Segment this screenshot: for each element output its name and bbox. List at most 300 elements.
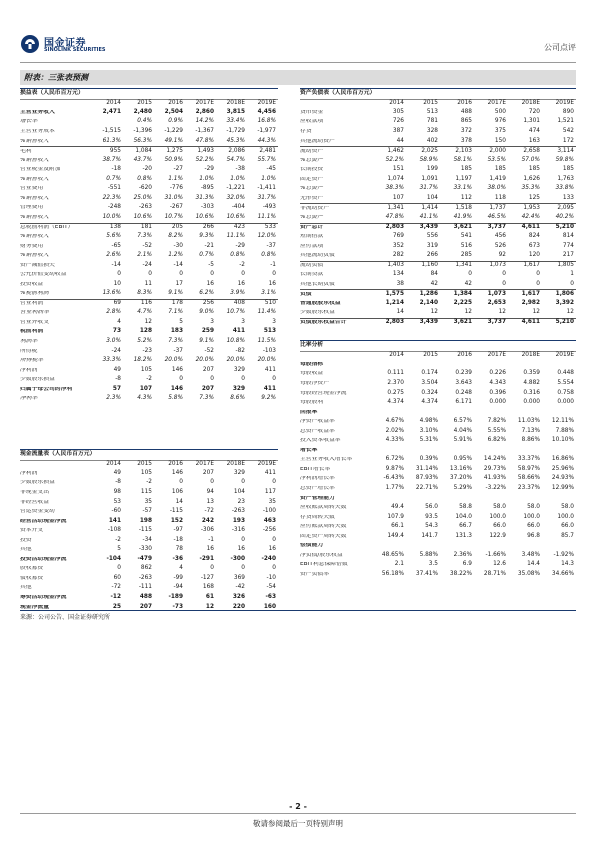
cell-value: 52.2%: [385, 156, 404, 163]
cell-value: 96.8: [527, 532, 540, 539]
cell-value: 4.98%: [419, 418, 438, 425]
cell-value: 372: [460, 127, 472, 134]
table-row: [20, 356, 278, 366]
cell-value: 41.1%: [419, 213, 438, 220]
cell-value: 0.000: [557, 399, 574, 406]
cell-value: 369: [233, 574, 245, 581]
cell-value: -256: [262, 527, 276, 534]
table-row: [300, 503, 576, 513]
row-label: 管理费用: [20, 205, 44, 211]
table-row: [300, 156, 576, 166]
cell-value: 402: [426, 137, 438, 144]
cell-value: 1,414: [421, 204, 438, 211]
cell-value: -1.92%: [553, 551, 574, 558]
cell-value: 2,658: [523, 147, 540, 154]
table-row: [300, 280, 576, 290]
table-row: [300, 242, 576, 252]
table-row: [300, 370, 576, 380]
year-header: 2018E: [226, 100, 245, 107]
cell-value: 1,617: [523, 262, 540, 269]
cell-value: 3,439: [419, 319, 438, 326]
row-label: 税前利润: [20, 329, 44, 335]
cell-value: 8.3%: [137, 290, 152, 297]
cell-value: 185: [562, 166, 574, 173]
cell-value: 31.3%: [195, 194, 214, 201]
cell-value: 151: [392, 166, 404, 173]
row-label: 总资产收益率: [300, 428, 335, 434]
table-row: [20, 593, 278, 603]
cell-value: 0.758: [557, 389, 574, 396]
cell-value: 4.67%: [385, 418, 404, 425]
cell-value: 24.93%: [551, 475, 574, 482]
cell-value: 1.0%: [199, 175, 214, 182]
cell-value: 23.37%: [517, 484, 540, 491]
table-row: [20, 526, 278, 536]
cell-value: 1,084: [135, 147, 152, 154]
cell-value: 104.0: [455, 513, 472, 520]
table-row: [20, 270, 278, 280]
table-row: [20, 385, 278, 395]
cell-value: 25: [112, 603, 121, 610]
cell-value: -8: [115, 479, 121, 486]
cell-value: 5.29%: [453, 484, 472, 491]
row-label: 归属于母公司的净利: [20, 386, 73, 392]
year-header: 2016: [168, 100, 183, 107]
cell-value: 7.82%: [487, 418, 506, 425]
cell-value: 58.0: [561, 504, 574, 511]
table-row: [300, 118, 576, 128]
row-label: 流动负债: [300, 263, 324, 269]
cell-value: 4,611: [521, 223, 540, 230]
cell-value: 2,103: [455, 147, 472, 154]
row-label: 存货周转天数: [300, 514, 335, 520]
cell-value: 146: [171, 366, 183, 373]
cell-value: 33.8%: [555, 185, 574, 192]
table-row: [300, 465, 576, 475]
cell-value: -45: [266, 166, 276, 173]
appendix-title: 附表：三张表预测: [20, 70, 576, 85]
table-row: [300, 455, 576, 465]
table-row: [300, 308, 576, 318]
cell-value: 33.4%: [226, 118, 245, 125]
cell-value: 33.3%: [102, 357, 121, 364]
cell-value: 34.66%: [551, 570, 574, 577]
cell-value: 3: [210, 318, 214, 325]
row-label: 长期投资: [300, 167, 324, 173]
cell-value: 38.7%: [102, 156, 121, 163]
row-label: %销售收入: [20, 157, 49, 163]
year-header-row: [300, 351, 576, 360]
row-label: %总资产: [300, 157, 323, 163]
cell-value: 55.7%: [257, 156, 276, 163]
cell-value: 3,737: [487, 319, 506, 326]
cell-value: 150: [494, 137, 506, 144]
cell-value: 0: [179, 479, 183, 486]
row-label: 资产负债率: [300, 571, 329, 577]
cell-value: -127: [200, 574, 214, 581]
cell-value: 0: [502, 271, 506, 278]
cell-value: 326: [232, 593, 245, 600]
cell-value: 2,095: [557, 204, 574, 211]
table-row: [300, 513, 576, 523]
table-row: [300, 175, 576, 185]
cell-value: 29.73%: [483, 465, 506, 472]
table-row: [300, 417, 576, 427]
row-label: 营业利润率: [20, 310, 49, 316]
cell-value: -42: [235, 584, 245, 591]
row-label: 营业税金及附加: [20, 167, 61, 173]
cell-value: -20: [142, 166, 152, 173]
row-label: 资产总计: [300, 224, 324, 230]
table-row: [300, 146, 576, 156]
cell-value: 1,521: [557, 118, 574, 125]
cell-value: 8.2%: [168, 232, 183, 239]
cell-value: 41.93%: [483, 475, 506, 482]
table-row: [20, 165, 278, 175]
income-statement-table: [20, 88, 278, 404]
cell-value: 513: [263, 328, 276, 335]
cell-value: 38.22%: [449, 570, 472, 577]
cell-value: 1,286: [419, 290, 438, 297]
cell-value: -2: [146, 376, 152, 383]
cell-value: 282: [392, 252, 404, 259]
cell-value: 120: [528, 252, 540, 259]
cell-value: 6.9: [462, 561, 472, 568]
cell-value: 0: [272, 271, 276, 278]
header-divider: [20, 62, 576, 63]
cell-value: 0: [241, 271, 245, 278]
cell-value: 22.3%: [102, 194, 121, 201]
cell-value: 205: [171, 223, 183, 230]
row-label: 非现金支出: [20, 489, 49, 495]
cell-value: 5.88%: [419, 551, 438, 558]
cell-value: 1: [570, 271, 574, 278]
cell-value: 73: [112, 328, 121, 335]
table-row: [300, 223, 576, 233]
cell-value: -37: [266, 242, 276, 249]
cell-value: 10.10%: [551, 437, 574, 444]
cell-value: 100.0: [489, 513, 506, 520]
table-row: [300, 475, 576, 485]
table-row: [300, 522, 576, 532]
cell-value: 5.554: [557, 379, 574, 386]
cell-value: 1,073: [487, 290, 506, 297]
cell-value: 6.2%: [199, 290, 214, 297]
row-label: 投资收益: [20, 281, 44, 287]
cell-value: 44: [396, 137, 404, 144]
cell-value: 7.13%: [521, 427, 540, 434]
cell-value: 12: [566, 309, 574, 316]
cell-value: 0: [117, 271, 121, 278]
cell-value: 40.2%: [555, 213, 574, 220]
cell-value: 104: [426, 194, 438, 201]
cell-value: 207: [139, 603, 152, 610]
table-row: [20, 479, 278, 489]
cell-value: 152: [170, 517, 183, 524]
row-label: 应付款项: [300, 243, 324, 249]
year-header-row: [20, 99, 278, 108]
cell-value: -60: [111, 508, 121, 515]
year-header-row: [20, 460, 278, 469]
row-label: 资本开支: [20, 528, 44, 534]
cell-value: 0: [179, 271, 183, 278]
row-label: EBIT利息保障倍数: [300, 562, 348, 568]
cell-value: -97: [173, 527, 183, 534]
table-row: [300, 436, 576, 446]
cell-value: -1,411: [257, 185, 276, 192]
cell-value: 48.65%: [381, 551, 404, 558]
cell-value: 66.0: [527, 523, 540, 530]
row-label: 流动资产: [300, 148, 324, 154]
cell-value: 0: [148, 271, 152, 278]
cell-value: -37: [173, 347, 183, 354]
cell-value: -27: [173, 166, 183, 173]
cell-value: 2,803: [385, 223, 404, 230]
cell-value: 500: [494, 108, 506, 115]
row-label: 增长率: [300, 447, 318, 453]
cell-value: 56.0: [425, 504, 438, 511]
company-logo: [20, 34, 130, 58]
cell-value: 2,025: [421, 147, 438, 154]
cell-value: 4.7%: [137, 309, 152, 316]
table-row: [20, 194, 278, 204]
cell-value: 955: [109, 147, 121, 154]
table-row: [20, 536, 278, 546]
cell-value: 1,091: [421, 175, 438, 182]
table-row: [20, 156, 278, 166]
cell-value: 9.1%: [199, 338, 214, 344]
cell-value: 423: [233, 223, 245, 230]
row-label: 长期贷款: [300, 272, 324, 278]
cell-value: 57: [112, 385, 121, 392]
cell-value: 5,210: [555, 223, 574, 230]
cell-value: 0: [241, 565, 245, 572]
cell-value: -2: [146, 479, 152, 486]
cell-value: 2,653: [487, 299, 506, 306]
row-label: 主营业务成本: [20, 128, 55, 134]
row-label: 非流动资产: [300, 205, 329, 211]
cell-value: 3.0%: [106, 338, 121, 344]
cell-value: -115: [169, 508, 183, 515]
row-label: 营业外收支: [20, 319, 49, 325]
table-row: [300, 446, 576, 456]
cell-value: 61: [205, 593, 214, 600]
cell-value: 2,086: [228, 147, 245, 154]
cell-value: 185: [460, 166, 472, 173]
table-row: [20, 108, 278, 118]
cell-value: -14: [173, 261, 183, 268]
cell-value: 10.7%: [164, 213, 183, 220]
cell-value: 0.174: [421, 370, 438, 377]
year-header: 2019E: [257, 100, 276, 107]
table-row: [300, 127, 576, 137]
cell-value: -189: [168, 593, 183, 600]
cell-value: 1,617: [521, 290, 540, 297]
cell-value: 11.1%: [226, 232, 245, 239]
cell-value: 0.448: [557, 370, 574, 377]
cell-value: 0.359: [523, 370, 540, 377]
cell-value: 44.3%: [257, 137, 276, 144]
cell-value: 1.2%: [168, 252, 183, 259]
cell-value: 58.0: [493, 504, 506, 511]
cell-value: -267: [169, 204, 183, 211]
cell-value: -248: [107, 204, 121, 211]
cell-value: -52: [204, 347, 214, 354]
year-header: 2014: [106, 100, 121, 107]
cell-value: 220: [232, 603, 245, 610]
cell-value: 4.882: [523, 379, 540, 386]
cell-value: 411: [264, 469, 276, 476]
report-type: 公司点评: [544, 43, 576, 52]
row-label: 其他: [20, 585, 32, 591]
cell-value: 319: [426, 242, 438, 249]
cell-value: 31.0%: [164, 194, 183, 201]
cell-value: 242: [201, 517, 214, 524]
cell-value: 781: [426, 118, 438, 125]
footer-divider: [20, 813, 576, 814]
table-row: [20, 394, 278, 404]
cell-value: -493: [262, 204, 276, 211]
table-row: [20, 203, 278, 213]
balance-sheet-table: [300, 88, 576, 328]
cell-value: 6.72%: [385, 456, 404, 463]
cell-value: 7.1%: [168, 309, 183, 316]
cell-value: 53: [113, 498, 121, 505]
logo-text-en: SINOLINK SECURITIES: [44, 47, 106, 53]
table-row: [300, 318, 576, 328]
table-row: [20, 146, 278, 156]
cell-value: 3.5: [428, 561, 438, 568]
cell-value: 2,000: [489, 147, 506, 154]
table-row: [20, 337, 278, 347]
cell-value: 16: [206, 280, 214, 287]
year-header-row: [300, 99, 576, 108]
cell-value: -1,396: [133, 127, 152, 134]
year-header: 2015: [423, 100, 438, 107]
cell-value: 2,982: [521, 299, 540, 306]
cell-value: 185: [494, 166, 506, 173]
cell-value: 10.8%: [226, 338, 245, 344]
cell-value: 12.6: [493, 561, 506, 568]
table-row: [20, 184, 278, 194]
cell-value: 4,456: [257, 108, 276, 115]
cell-value: 3,114: [557, 147, 574, 154]
row-label: 总资产增长率: [300, 485, 335, 491]
cell-value: 2,140: [419, 299, 438, 306]
cell-value: 116: [140, 300, 152, 307]
table-row: [300, 194, 576, 204]
cell-value: 14.4: [527, 561, 540, 568]
cell-value: 38: [396, 280, 404, 287]
cell-value: 57.0%: [521, 156, 540, 163]
cell-value: 16: [237, 546, 245, 553]
cell-value: 2.6%: [106, 252, 121, 259]
row-label: 所得税: [20, 348, 38, 354]
cell-value: 4.3%: [137, 395, 152, 402]
cell-value: 18.2%: [133, 357, 152, 364]
cell-value: 526: [494, 242, 506, 249]
cell-value: 0: [210, 271, 214, 278]
table-title: 损益表（人民币百万元）: [20, 90, 84, 96]
cell-value: 556: [426, 232, 438, 239]
row-label: 应付账款周转天数: [300, 524, 347, 530]
cell-value: 2.1%: [137, 252, 152, 259]
cell-value: 35: [144, 498, 152, 505]
cell-value: 20.0%: [257, 357, 276, 364]
cell-value: 2,803: [385, 319, 404, 326]
year-header: 2017E: [487, 100, 506, 107]
cell-value: 0: [272, 565, 276, 572]
cell-value: 207: [202, 469, 214, 476]
cell-value: 178: [171, 300, 183, 307]
row-label: 现金净流量: [20, 604, 49, 610]
cell-value: 7.3%: [168, 338, 183, 344]
ratio-analysis-table: [300, 340, 576, 580]
cell-value: 0.7%: [106, 175, 121, 182]
cell-value: -1,229: [164, 127, 183, 134]
cell-value: -263: [138, 574, 152, 581]
cell-value: 256: [202, 300, 214, 307]
cell-value: 378: [460, 137, 472, 144]
cell-value: 1,626: [523, 175, 540, 182]
table-row: [300, 108, 576, 118]
cell-value: 0.8%: [261, 252, 276, 259]
cell-value: -2: [239, 261, 245, 268]
year-header: 2014: [389, 100, 404, 107]
cell-value: 49: [113, 469, 121, 476]
year-header: 2018E: [521, 100, 540, 107]
cell-value: 1,575: [385, 290, 404, 297]
table-row: [300, 184, 576, 194]
cell-value: 10.0%: [102, 213, 121, 220]
row-label: 营业费用: [20, 186, 44, 192]
cell-value: -551: [107, 185, 121, 192]
cell-value: 266: [202, 223, 214, 230]
cell-value: -108: [107, 527, 121, 534]
cell-value: 375: [494, 127, 506, 134]
cell-value: -72: [204, 508, 214, 515]
cell-value: 1,462: [387, 147, 404, 154]
cell-value: 1.0%: [261, 175, 276, 182]
cell-value: 9.0%: [199, 309, 214, 316]
cell-value: -1,367: [195, 127, 214, 134]
cell-value: 60: [113, 574, 121, 581]
row-label: 股权募资: [20, 566, 44, 572]
year-header: 2019E: [257, 461, 276, 468]
cell-value: 5.31%: [419, 437, 438, 444]
cell-value: 58.0: [527, 504, 540, 511]
cell-value: 100.0: [523, 513, 540, 520]
cell-value: 107: [139, 385, 152, 392]
cell-value: 58.66%: [517, 475, 540, 482]
cell-value: 87.93%: [415, 475, 438, 482]
row-label: 固定资产: [300, 176, 324, 182]
cell-value: -94: [173, 584, 183, 591]
cell-value: 13.16%: [449, 465, 472, 472]
cell-value: 0: [536, 271, 540, 278]
cell-value: 0.8%: [137, 175, 152, 182]
cell-value: 56.3%: [133, 137, 152, 144]
cell-value: 14.2%: [195, 118, 214, 125]
cell-value: 1,737: [489, 204, 506, 211]
cell-value: 16.8%: [257, 118, 276, 125]
cell-value: 16: [268, 280, 276, 287]
cell-value: 35: [268, 498, 276, 505]
cell-value: 0.95%: [453, 456, 472, 463]
cell-value: -10: [266, 574, 276, 581]
cell-value: -620: [138, 185, 152, 192]
cell-value: 9.2%: [261, 395, 276, 402]
